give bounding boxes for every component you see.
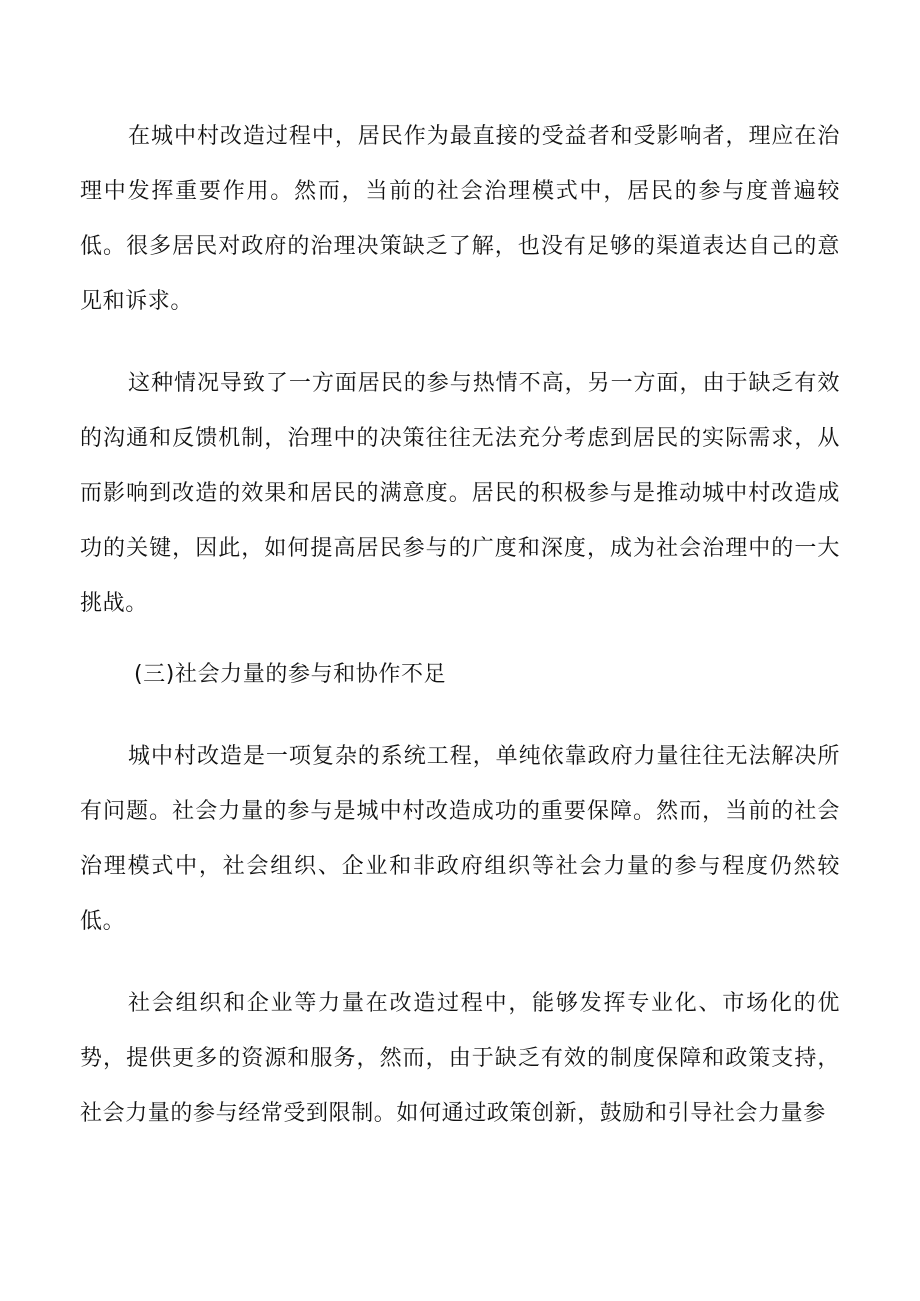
document-body	[80, 109, 840, 1168]
paragraph-1: 在城中村改造过程中，居民作为最直接的受益者和受影响者，理应在治理中发挥重要作用。然而，当前的社会治理模式中，居民的参与度普遍较低。很多居民对政府的治理决策缺乏了解，也没有足够的渠道表达自己的意见和诉求。	[80, 124, 840, 314]
section-heading: (三)社会力量的参与和协作不足	[134, 662, 447, 687]
paragraph-2: 这种情况导致了一方面居民的参与热情不高，另一方面，由于缺乏有效的沟通和反馈机制，治理中的决策往往无法充分考虑到居民的实际需求，从而影响到改造的效果和居民的满意度。居民的积极参与是推动城中村改造成功的关键，因此，如何提高居民参与的广度和深度，成为社会治理中的一大挑战。	[80, 371, 840, 616]
paragraph-3: 城中村改造是一项复杂的系统工程，单纯依靠政府力量往往无法解决所有问题。社会力量的参与是城中村改造成功的重要保障。然而，当前的社会治理模式中，社会组织、企业和非政府组织等社会力量的参与程度仍然较低。	[80, 744, 840, 934]
paragraph-4: 社会组织和企业等力量在改造过程中，能够发挥专业化、市场化的优势，提供更多的资源和服务，然而，由于缺乏有效的制度保障和政策支持，社会力量的参与经常受到限制。如何通过政策创新，鼓励和引导社会力量参	[80, 991, 840, 1126]
